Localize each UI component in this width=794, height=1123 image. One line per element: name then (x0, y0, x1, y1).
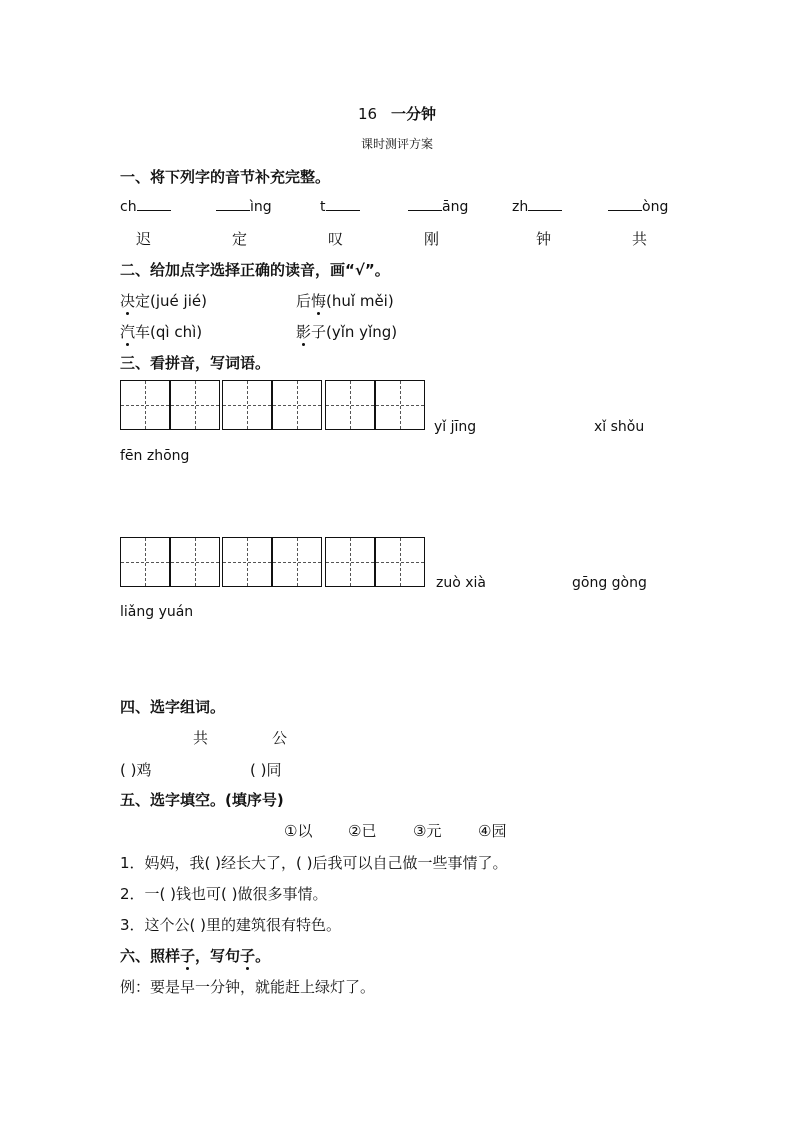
q3-pinyin-1: yǐ jīng (434, 419, 477, 435)
lesson-number: 16 (357, 105, 378, 123)
q1-blank-3[interactable] (326, 198, 360, 211)
q1-pinyin-4-text: āng (442, 199, 469, 215)
q3-pinyin-6: liǎng yuán (120, 604, 194, 620)
q5-option-3: ③元 (413, 822, 442, 840)
q3-grid-cell[interactable] (375, 380, 425, 430)
q5-sentence-1[interactable]: 1．妈妈，我( )经长大了，( )后我可以自己做一些事情了。 (120, 854, 508, 872)
q2-options-2: (huǐ měi) (326, 292, 394, 310)
page-subtitle: 课时测评方案 (360, 137, 433, 151)
q6-heading-dotted: 子 (180, 947, 196, 965)
q5-heading: 五、选字填空。(填序号) (120, 791, 284, 809)
q1-pinyin-6-text: òng (642, 199, 669, 215)
q1-pinyin-5-text: zh (512, 199, 529, 215)
q2-dotted-char-4: 影 (296, 323, 312, 341)
q1-char-6: 共 (632, 230, 648, 248)
q2-heading: 二、给加点字选择正确的读音，画“√”。 (120, 261, 390, 279)
q4-choice-2: 公 (272, 729, 288, 747)
q2-dotted-char-1: 决 (120, 292, 136, 310)
q4-blank-2[interactable]: ( )同 (250, 761, 282, 779)
q6-heading-dotted: 子 (240, 947, 256, 965)
lesson-title: 一分钟 (391, 105, 437, 123)
q4-choice-1: 共 (193, 729, 209, 747)
q5-option-1: ①以 (284, 822, 313, 840)
q1-pinyin-1-text: ch (120, 199, 137, 215)
q3-heading: 三、看拼音，写词语。 (120, 354, 271, 372)
q3-pinyin-4: zuò xià (436, 575, 486, 591)
q2-options-4: 子(yǐn yǐng) (311, 323, 398, 341)
q6-heading-part: 。 (255, 947, 271, 965)
q3-grid-cell[interactable] (120, 380, 170, 430)
q5-sentence-3[interactable]: 3．这个公( )里的建筑很有特色。 (120, 916, 342, 934)
q2-pre-char-2: 后 (296, 292, 312, 310)
q1-char-4: 刚 (424, 230, 440, 248)
q3-grid-cell[interactable] (120, 537, 170, 587)
q2-options-3: 车(qì chì) (135, 323, 203, 341)
q1-blank-5[interactable] (528, 198, 562, 211)
q3-grid-cell[interactable] (222, 537, 272, 587)
page-title (0, 103, 794, 124)
q2-item-4[interactable] (296, 321, 397, 342)
q6-heading (120, 945, 270, 966)
q5-option-2: ②已 (348, 822, 377, 840)
q1-blank-2[interactable] (216, 198, 250, 211)
q3-pinyin-2: xǐ shǒu (594, 419, 645, 435)
q1-blank-1[interactable] (137, 198, 171, 211)
q3-grid-cell[interactable] (375, 537, 425, 587)
q1-char-1: 迟 (136, 230, 152, 248)
q3-grid-cell[interactable] (325, 380, 375, 430)
q1-heading: 一、将下列字的音节补充完整。 (120, 168, 331, 186)
q1-blank-4[interactable] (408, 198, 442, 211)
q3-pinyin-5: gōng gòng (572, 575, 647, 591)
q2-options-1: 定(jué jié) (135, 292, 207, 310)
q2-item-1[interactable] (120, 290, 207, 311)
q4-heading: 四、选字组词。 (120, 698, 226, 716)
q3-grid-cell[interactable] (170, 537, 220, 587)
q2-item-2[interactable] (296, 290, 394, 311)
q3-grid-cell[interactable] (272, 380, 322, 430)
q1-pinyin-4 (408, 198, 468, 215)
q4-blank-1[interactable]: ( )鸡 (120, 761, 152, 779)
q1-pinyin-1 (120, 198, 171, 215)
q1-char-2: 定 (232, 230, 248, 248)
q5-option-4: ④园 (478, 822, 507, 840)
q3-grid-cell[interactable] (170, 380, 220, 430)
q1-pinyin-2-text: ìng (250, 199, 272, 215)
q5-sentence-2[interactable]: 2．一( )钱也可( )做很多事情。 (120, 885, 328, 903)
q2-item-3[interactable] (120, 321, 202, 342)
q6-example: 例：要是早一分钟，就能赶上绿灯了。 (120, 978, 376, 996)
q3-grid-cell[interactable] (325, 537, 375, 587)
q2-dotted-char-2: 悔 (311, 292, 327, 310)
q1-blank-6[interactable] (608, 198, 642, 211)
q1-pinyin-2 (216, 198, 272, 215)
q6-heading-part: ，写句 (195, 947, 241, 965)
q3-grid-cell[interactable] (272, 537, 322, 587)
q1-char-3: 叹 (328, 230, 344, 248)
q6-heading-part: 六、照样 (120, 947, 181, 965)
q3-pinyin-3: fēn zhōng (120, 448, 190, 464)
q1-pinyin-6 (608, 198, 668, 215)
q3-grid-cell[interactable] (222, 380, 272, 430)
q1-pinyin-5 (512, 198, 562, 215)
q2-dotted-char-3: 汽 (120, 323, 136, 341)
q1-char-5: 钟 (536, 230, 552, 248)
q1-pinyin-3 (320, 198, 360, 215)
q1-pinyin-3-text: t (320, 199, 326, 215)
